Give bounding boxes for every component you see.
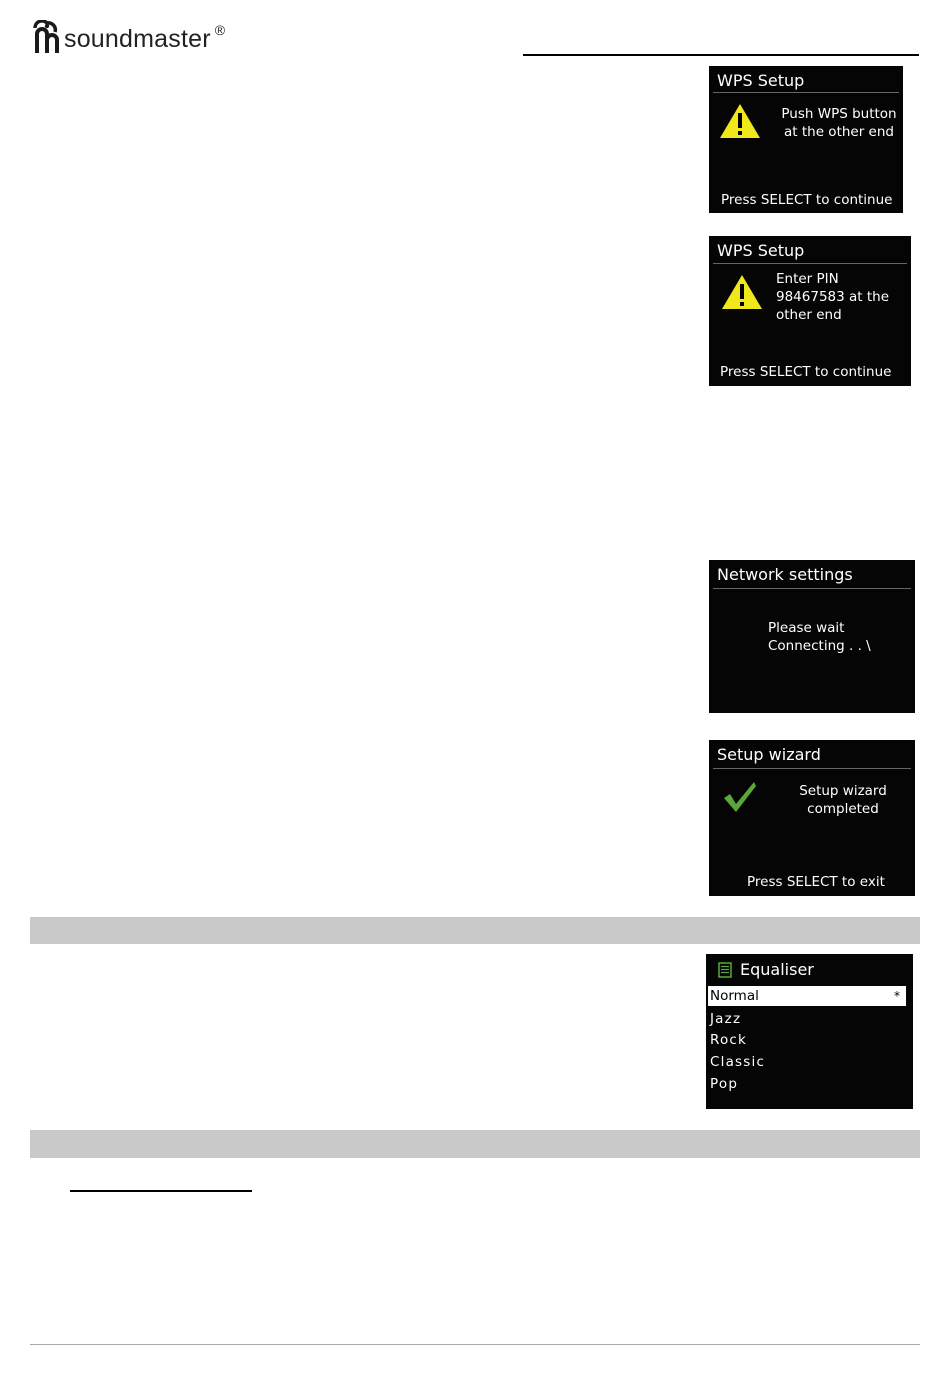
selected-marker: * [894, 989, 900, 1003]
setup-wizard-screen [709, 740, 915, 896]
screen-footer: Press SELECT to continue [720, 364, 892, 380]
registered-mark: ® [214, 22, 226, 38]
title-rule [713, 588, 911, 589]
message-line: Please wait [768, 620, 845, 636]
section-bar [30, 1130, 920, 1158]
menu-item-jazz[interactable]: Jazz [710, 1011, 742, 1027]
screen-footer: Press SELECT to exit [747, 874, 885, 890]
screen-message [768, 619, 871, 655]
message-line: completed [807, 801, 879, 817]
menu-item-rock[interactable]: Rock [710, 1032, 748, 1048]
title-rule [713, 92, 899, 93]
message-line: Setup wizard [799, 783, 887, 799]
screen-message [776, 270, 889, 324]
wps-push-screen [709, 66, 903, 213]
warning-icon [718, 102, 762, 140]
screen-title: Network settings [717, 565, 853, 584]
list-icon [718, 962, 732, 978]
section-bar [30, 917, 920, 944]
title-rule [713, 263, 907, 264]
heading-underline [70, 1190, 252, 1192]
message-line: other end [776, 307, 842, 323]
screen-footer: Press SELECT to continue [721, 192, 893, 208]
message-line: 98467583 at the [776, 289, 890, 305]
brand-logo [32, 20, 225, 56]
footer-divider [30, 1344, 920, 1345]
wps-pin-screen [709, 236, 911, 386]
screen-title: WPS Setup [717, 241, 805, 260]
checkmark-icon [722, 780, 758, 814]
brand-name: soundmaster [64, 25, 211, 53]
menu-item-pop[interactable]: Pop [710, 1076, 739, 1092]
menu-item-label: Normal [710, 988, 759, 1004]
title-rule [713, 768, 911, 769]
equaliser-screen [706, 954, 913, 1109]
message-line: Connecting . . \ [768, 638, 871, 654]
warning-icon [720, 273, 764, 311]
soundmaster-logo-icon [32, 20, 62, 54]
menu-item-normal[interactable] [708, 986, 906, 1006]
network-settings-screen [709, 560, 915, 713]
message-line: at the other end [784, 124, 894, 140]
message-line: Push WPS button [781, 106, 897, 122]
screen-title: Equaliser [740, 960, 814, 979]
header-divider [523, 54, 919, 56]
screen-title: Setup wizard [717, 745, 821, 764]
menu-item-classic[interactable]: Classic [710, 1054, 766, 1070]
message-line: Enter PIN [776, 271, 839, 287]
screen-message [779, 105, 899, 141]
screen-title: WPS Setup [717, 71, 805, 90]
screen-message [785, 782, 901, 818]
